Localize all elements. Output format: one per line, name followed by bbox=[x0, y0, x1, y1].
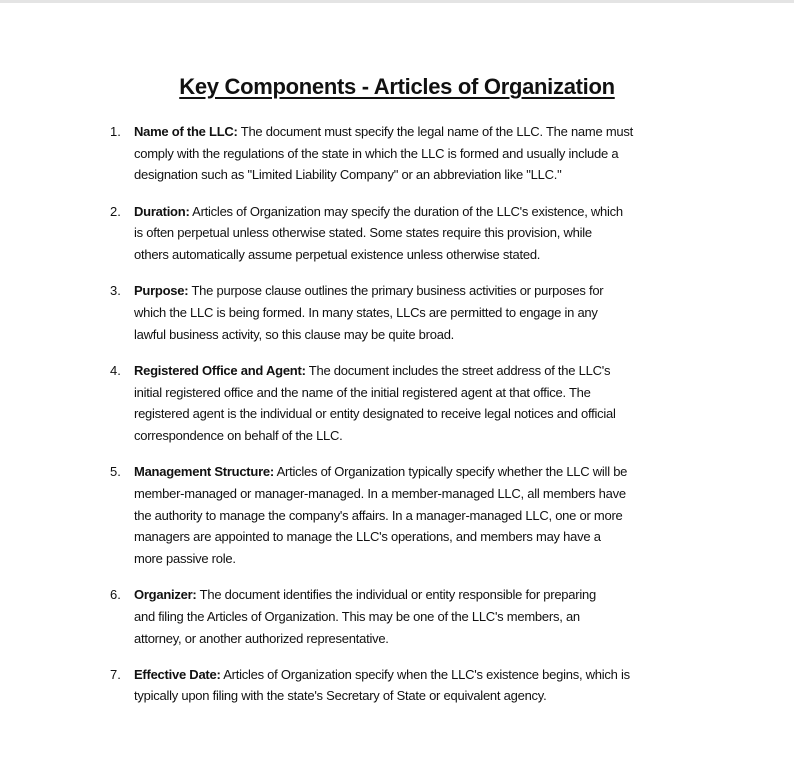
item-number: 4. bbox=[110, 362, 121, 378]
item-text: member-managed or manager-managed. In a member-managed LLC, all members have bbox=[134, 485, 626, 501]
item-number: 3. bbox=[110, 283, 121, 299]
item-line bbox=[134, 425, 730, 447]
item-text: The document identifies the individual or entity responsible for preparing bbox=[196, 587, 596, 603]
item-line bbox=[134, 201, 730, 223]
item-line bbox=[134, 606, 730, 628]
item-label: Purpose: bbox=[134, 283, 189, 299]
item-line bbox=[134, 222, 730, 244]
list-item bbox=[110, 280, 730, 345]
item-text: The purpose clause outlines the primary business activities or purposes for bbox=[188, 283, 604, 299]
item-line bbox=[134, 403, 730, 425]
item-text: The document includes the street address of the LLC's bbox=[305, 362, 611, 378]
item-text: which the LLC is being formed. In many states, LLCs are permitted to engage in any bbox=[134, 304, 598, 320]
item-line bbox=[134, 664, 730, 686]
item-text: others automatically assume perpetual existence unless otherwise stated. bbox=[134, 247, 541, 263]
item-line bbox=[134, 685, 730, 707]
item-text: managers are appointed to manage the LLC's operations, and members may have a bbox=[134, 529, 601, 545]
item-text: comply with the regulations of the state in which the LLC is formed and usually include a bbox=[134, 145, 619, 161]
item-text: Articles of Organization may specify the duration of the LLC's existence, which bbox=[189, 203, 623, 219]
item-line bbox=[134, 143, 730, 165]
item-text: initial registered office and the name of the initial registered agent at that office. The bbox=[134, 384, 591, 400]
components-list bbox=[110, 121, 730, 722]
item-label: Organizer: bbox=[134, 587, 197, 603]
item-text: and filing the Articles of Organization. This may be one of the LLC's members, an bbox=[134, 608, 580, 624]
item-line bbox=[134, 526, 730, 548]
list-item bbox=[110, 584, 730, 649]
item-line bbox=[134, 244, 730, 266]
item-label: Name of the LLC: bbox=[134, 124, 238, 139]
item-line bbox=[134, 382, 730, 404]
item-line bbox=[134, 121, 730, 143]
item-text: typically upon filing with the state's Secretary of State or equivalent agency. bbox=[134, 688, 547, 704]
item-label: Registered Office and Agent: bbox=[134, 362, 306, 378]
item-line bbox=[134, 324, 730, 346]
page-title: Key Components - Articles of Organization bbox=[179, 74, 615, 99]
list-item bbox=[110, 461, 730, 570]
item-text: attorney, or another authorized representative. bbox=[134, 630, 389, 646]
item-line bbox=[134, 584, 730, 606]
item-text: the authority to manage the company's affairs. In a manager-managed LLC, one or more bbox=[134, 507, 623, 523]
item-line bbox=[134, 360, 730, 382]
top-border bbox=[0, 0, 794, 3]
item-number: 7. bbox=[110, 666, 121, 682]
item-label: Management Structure: bbox=[134, 464, 274, 480]
item-text: The document must specify the legal name of the LLC. The name must bbox=[237, 124, 634, 139]
item-text: more passive role. bbox=[134, 550, 236, 566]
item-line bbox=[134, 548, 730, 570]
item-line bbox=[134, 628, 730, 650]
item-label: Duration: bbox=[134, 203, 190, 219]
item-line bbox=[134, 302, 730, 324]
item-number: 5. bbox=[110, 464, 121, 480]
item-number: 2. bbox=[110, 203, 121, 219]
item-text: Articles of Organization specify when the LLC's existence begins, which is bbox=[220, 666, 630, 682]
item-text: Articles of Organization typically specify whether the LLC will be bbox=[273, 464, 628, 480]
item-number: 1. bbox=[110, 124, 121, 139]
item-text: is often perpetual unless otherwise stated. Some states require this provision, while bbox=[134, 225, 592, 241]
item-number: 6. bbox=[110, 587, 121, 603]
list-item bbox=[110, 664, 730, 707]
item-text: lawful business activity, so this clause may be quite broad. bbox=[134, 326, 455, 342]
item-label: Effective Date: bbox=[134, 666, 221, 682]
list-item bbox=[110, 201, 730, 266]
item-text: correspondence on behalf of the LLC. bbox=[134, 427, 343, 443]
item-line bbox=[134, 483, 730, 505]
item-line bbox=[134, 505, 730, 527]
list-item bbox=[110, 121, 730, 186]
item-text: designation such as "Limited Liability Company" or an abbreviation like "LLC." bbox=[134, 167, 562, 183]
list-item bbox=[110, 360, 730, 447]
item-line bbox=[134, 461, 730, 483]
item-text: registered agent is the individual or entity designated to receive legal notices and official bbox=[134, 406, 616, 422]
item-line bbox=[134, 164, 730, 186]
item-line bbox=[134, 280, 730, 302]
